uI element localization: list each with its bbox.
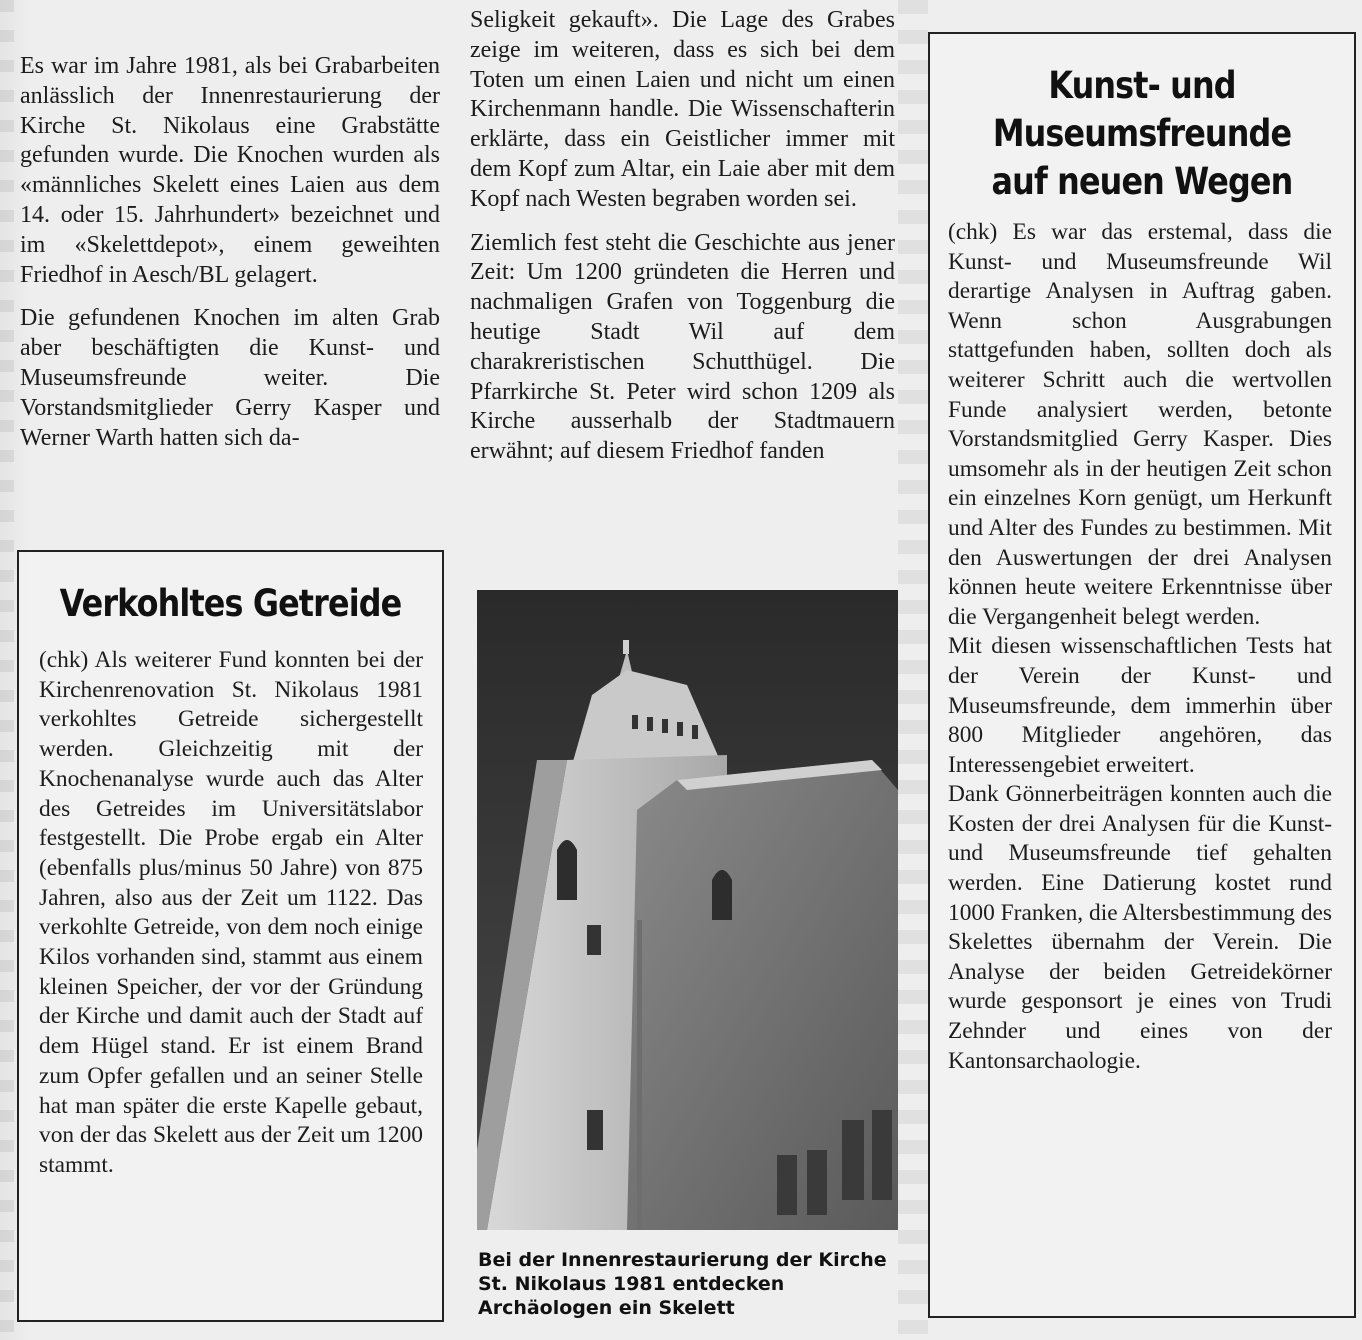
church-tower-photo — [477, 590, 898, 1230]
article-column-1 — [20, 52, 440, 453]
article-paragraph: Ziemlich fest steht die Geschichte aus jener Zeit: Um 1200 gründeten die Herren und nachmaligen Grafen von Toggenburg die heutige Stadt Wil auf dem charakreristischen Schutthügel. Die Pfarrkirche St. Peter wird schon 1209 als Kirche ausserhalb der Stadtmauern erwähnt; auf diesem Friedhof fanden — [470, 229, 895, 465]
spire-tip — [623, 640, 629, 654]
box-heading: Kunst- und Museumsfreunde auf neuen Wegen — [991, 64, 1293, 203]
tower-window — [587, 1110, 603, 1150]
article-paragraph: Die gefundenen Knochen im alten Grab aber beschäftigten die Kunst- und Museumsfreunde weiter. Die Vorstandsmitglieder Gerry Kasper und Werner Warth hatten sich da- — [20, 305, 440, 451]
tower-window — [587, 925, 601, 955]
drainpipe — [637, 920, 642, 1230]
sidebar-box-getreide — [17, 550, 444, 1322]
box-paragraph: Dank Gönnerbeiträgen konnten auch die Kosten der drei Analysen für die Kunst- und Museumsfreunde tief gehalten werden. Eine Datierung kostet rund 1000 Franken, die Altersbestimmung des Skelettes übernahm der Verein. Die Analyse der beiden Getreidekörner wurde gesponsort je eines von Trudi Zehnder und eines von der Kantonsarchaologie. — [948, 781, 1332, 1074]
sidebar-box-kunst — [928, 32, 1356, 1318]
box-text — [948, 218, 1332, 1076]
article-column-2 — [470, 6, 895, 467]
box-text: (chk) Als weiterer Fund konnten bei der Kirchenrenovation St. Nikolaus 1981 verkohltes Getreide sichergestellt werden. Gleichzeitig mit der Knochenanalyse wurde auch das Alter des Getreides im Universitätslabor festgestellt. Die Probe ergab ein Alter (ebenfalls plus/minus 50 Jahre) von 875 Jahren, also aus der Zeit um 1122. Das verkohlte Getreide, von dem noch einige Kilos vorhanden sind, stammt aus einem kleinen Speicher, der vor der Gründung der Kirche und damit auch der Stadt auf dem Hügel stand. Er ist einem Brand zum Opfer gefallen und an seiner Stelle hat man später die erste Kapelle gebaut, von der das Skelett aus der Zeit um 1200 stammt. — [39, 647, 423, 1178]
box-heading: Verkohltes Getreide — [59, 582, 402, 625]
arched-window — [712, 870, 732, 920]
article-paragraph: Seligkeit gekauft». Die Lage des Grabes zeige im weiteren, dass es sich bei dem Toten um einen Laien und nicht um einen Kirchenmann handle. Die Wissenschafterin erklärte, dass ein Geistlicher immer mit dem Kopf zum Altar, ein Laie aber mit dem Kopf nach Westen begraben worden sei. — [470, 7, 895, 212]
arched-window — [557, 840, 577, 900]
article-paragraph: Es war im Jahre 1981, als bei Grabarbeiten anlässlich der Innenrestaurierung der Kirche St. Nikolaus eine Grabstätte gefunden wurde. Die Knochen wurden als «männliches Skelett eines Laien aus dem 14. oder 15. Jahrhundert» bezeichnet und im «Skelettdepot», einem geweihten Friedhof in Aesch/BL gelagert. — [20, 53, 440, 288]
box-paragraph: (chk) Es war das erstemal, dass die Kunst- und Museumsfreunde Wil derartige Analysen in Auftrag gaben. Wenn schon Ausgrabungen stattgefunden haben, sollten doch als weiterer Schritt auch die wertvollen Funde analysiert werden, betonte Vorstandsmitglied Gerry Kasper. Dies umsomehr als in der heutigen Zeit schon ein einzelnes Korn genügt, um Herkunft und Alter des Fundes zu bestimmen. Mit den Auswertungen der drei Analysen können heute weitere Erkenntnisse über die Vergangenheit belegt werden. — [948, 219, 1332, 630]
bleed-through-texture — [898, 0, 928, 1340]
photo-caption: Bei der Innenrestaurierung der Kirche St. Nikolaus 1981 entdecken Archäologen ein Skelett — [478, 1249, 887, 1319]
box-paragraph: Mit diesen wissenschaftlichen Tests hat der Verein der Kunst- und Museumsfreunde, dem immerhin über 800 Mitglieder angehören, das Interessengebiet erweitert. — [948, 633, 1332, 778]
bleed-through-texture-left — [0, 0, 14, 1340]
